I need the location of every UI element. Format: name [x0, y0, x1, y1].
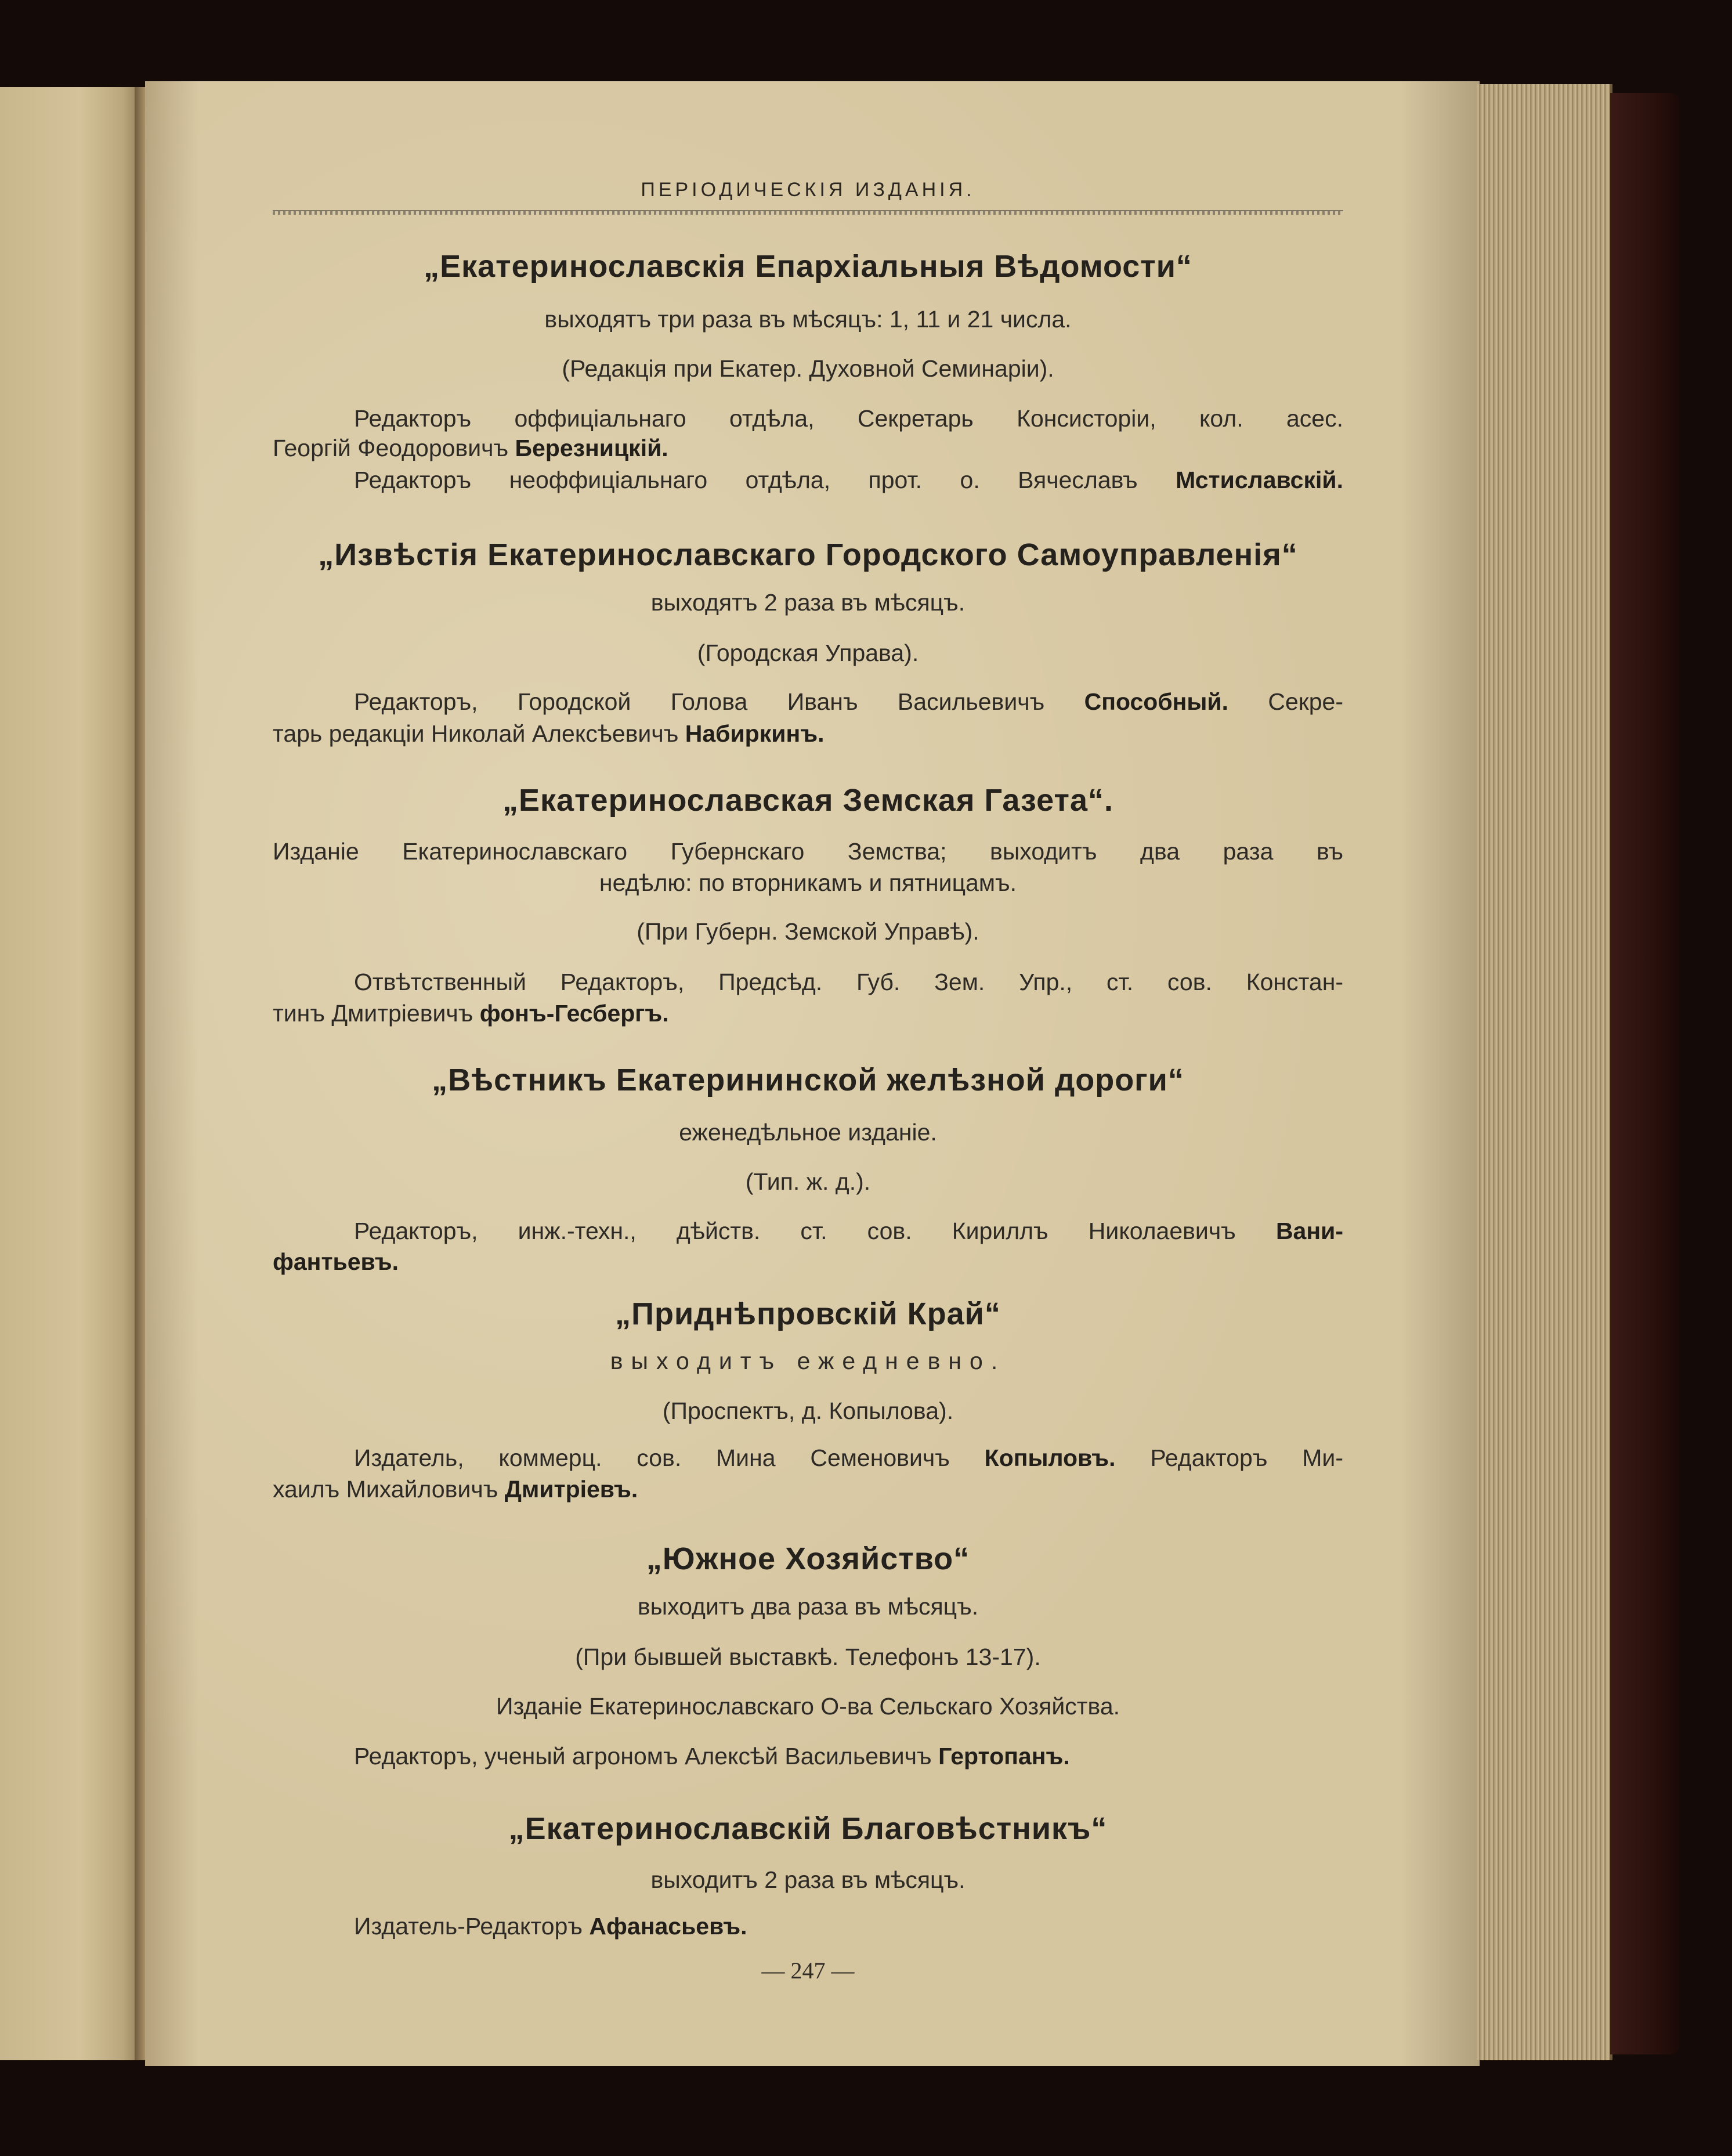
- entry-editor-line: Редакторъ оффиціальнаго отдѣла, Секретарь Консисторіи, кол. асес.: [354, 405, 1343, 432]
- entry-description: Изданіе Екатеринославскаго О-ва Сельскаго Хозяйства.: [496, 1693, 1120, 1720]
- entry-editor-line: тинъ Дмитріевичъ фонъ-Гесбергъ.: [273, 1000, 669, 1027]
- entry-description: недѣлю: по вторникамъ и пятницамъ.: [599, 869, 1017, 896]
- entry-address: (При бывшей выставкѣ. Телефонъ 13-17).: [575, 1644, 1041, 1670]
- entry-frequency: выходитъ ежедневно.: [610, 1348, 1006, 1374]
- entry-frequency: выходятъ 2 раза въ мѣсяцъ.: [650, 589, 966, 616]
- entry-title: „Южное Хозяйство“: [646, 1541, 970, 1576]
- entry-editor-line: фантьевъ.: [273, 1248, 399, 1275]
- entry-editor-line: Редакторъ неоффиціальнаго отдѣла, прот. о. Вячеславъ Мстиславскій.: [354, 467, 1343, 493]
- entry-editor-line: тарь редакціи Николай Алексѣевичъ Набиркинъ.: [273, 720, 825, 747]
- entry-address: (Редакція при Екатер. Духовной Семинаріи).: [562, 355, 1054, 382]
- entry-editor-line: Редакторъ, инж.-техн., дѣйств. ст. сов. Кириллъ Николаевичъ Вани-: [354, 1218, 1343, 1244]
- entry-title: „Извѣстія Екатеринославскаго Городского Самоуправленія“: [318, 537, 1298, 572]
- entry-address: (Проспектъ, д. Копылова).: [662, 1397, 954, 1424]
- entry-address: (Городская Управа).: [697, 640, 919, 666]
- entry-editor-line: Редакторъ, Городской Голова Иванъ Васильевичъ Способный. Секре-: [354, 688, 1343, 715]
- entry-editor-line: Георгій Феодоровичъ Березницкій.: [273, 435, 668, 461]
- entry-editor-line: Издатель-Редакторъ Афанасьевъ.: [354, 1913, 747, 1940]
- book-cover: [1610, 93, 1680, 2054]
- entry-frequency: еженедѣльное изданіе.: [679, 1119, 937, 1146]
- page-number: — 247 —: [761, 1958, 855, 1984]
- entry-frequency: выходитъ 2 раза въ мѣсяцъ.: [650, 1866, 966, 1893]
- entry-editor-line: хаилъ Михайловичъ Дмитріевъ.: [273, 1476, 638, 1503]
- entry-title: „Екатеринославская Земская Газета“.: [502, 783, 1113, 818]
- entry-title: „Вѣстникъ Екатерининской желѣзной дороги“: [432, 1063, 1184, 1097]
- entry-description: Изданіе Екатеринославскаго Губернскаго Земства; выходитъ два раза въ: [273, 838, 1343, 865]
- page-edges: [1477, 84, 1612, 2060]
- entry-address: (При Губерн. Земской Управѣ).: [637, 918, 979, 945]
- entry-frequency: выходятъ три раза въ мѣсяцъ: 1, 11 и 21 числа.: [544, 306, 1072, 333]
- entry-address: (Тип. ж. д.).: [745, 1168, 871, 1195]
- running-header: ПЕРІОДИЧЕСКІЯ ИЗДАНІЯ.: [641, 179, 975, 201]
- entry-frequency: выходитъ два раза въ мѣсяцъ.: [637, 1593, 979, 1620]
- entry-title: „Екатеринославскія Епархіальныя Вѣдомости“: [424, 249, 1192, 284]
- facing-page: [0, 87, 145, 2060]
- entry-title: „Екатеринославскій Благовѣстникъ“: [508, 1811, 1108, 1846]
- entry-editor-line: Издатель, коммерц. сов. Мина Семеновичъ Копыловъ. Редакторъ Ми-: [354, 1444, 1343, 1471]
- entry-editor-line: Отвѣтственный Редакторъ, Предсѣд. Губ. Зем. Упр., ст. сов. Констан-: [354, 969, 1343, 995]
- entry-editor-line: Редакторъ, ученый агрономъ Алексѣй Васильевичъ Гертопанъ.: [354, 1743, 1070, 1769]
- entry-title: „Приднѣпровскій Край“: [615, 1297, 1001, 1331]
- header-rule: [273, 210, 1343, 215]
